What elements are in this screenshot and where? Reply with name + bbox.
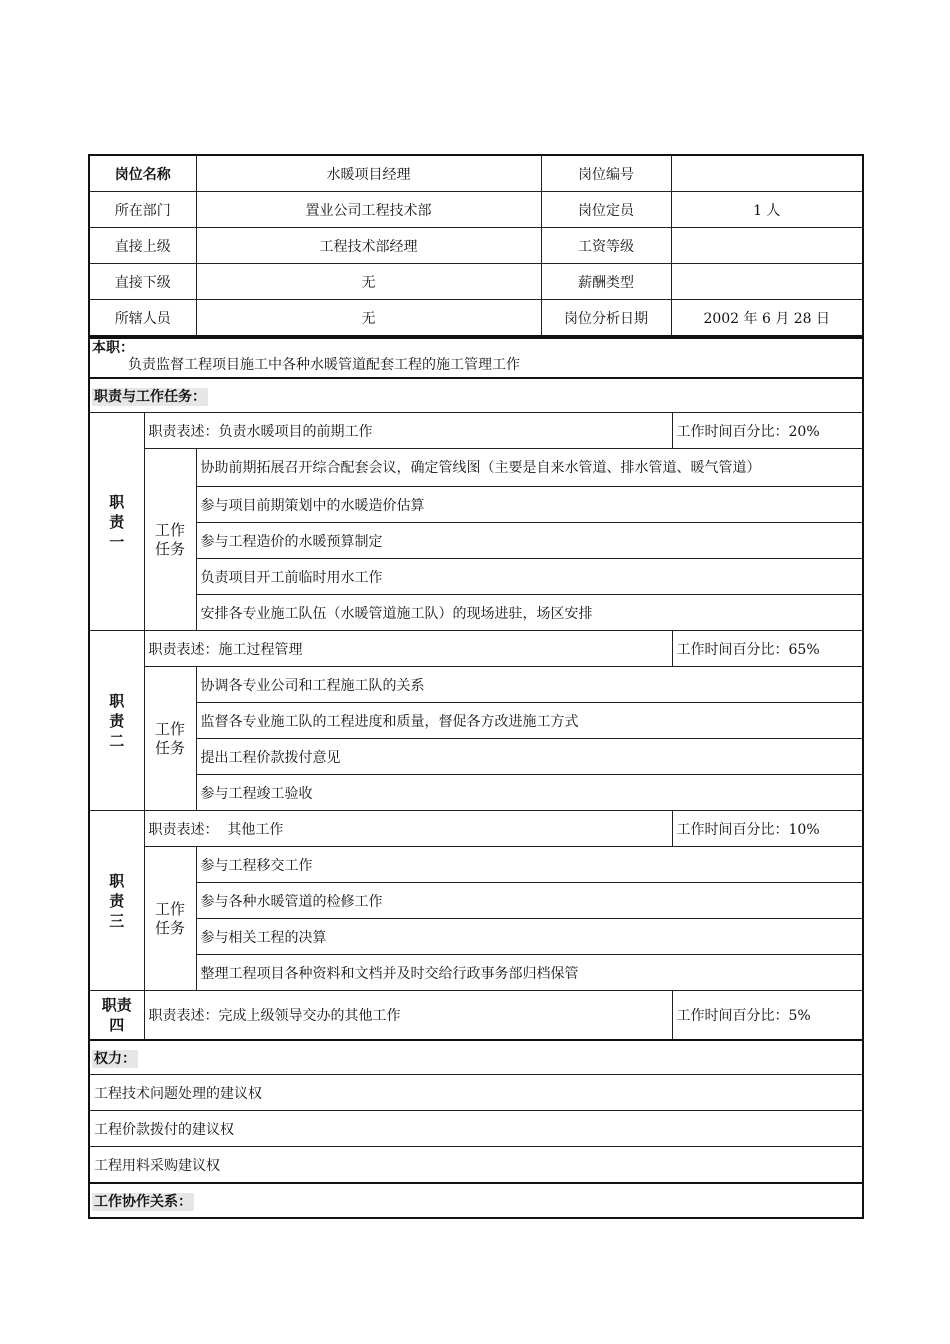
duty-3-task-label	[144, 847, 196, 991]
pay-type-label: 薪酬类型	[541, 264, 671, 300]
direct-subordinate-label: 直接下级	[89, 264, 196, 300]
duty-4-pct: 工作时间百分比：5%	[672, 991, 863, 1041]
duty-1-label	[89, 413, 144, 631]
task-row	[89, 919, 863, 955]
analysis-date-label: 岗位分析日期	[541, 300, 671, 337]
duty-1-task-4: 负责项目开工前临时用水工作	[196, 559, 863, 595]
task-row	[89, 559, 863, 595]
powers-section-header	[89, 1040, 863, 1075]
cooperation-section-header	[89, 1183, 863, 1218]
duty-desc-row	[89, 631, 863, 667]
task-row	[89, 955, 863, 991]
pay-type-value	[671, 264, 863, 300]
task-label-text: 工作任务	[154, 899, 185, 937]
duty-2-task-1: 协调各专业公司和工程施工队的关系	[196, 667, 863, 703]
position-code-value	[671, 155, 863, 192]
info-row	[89, 264, 863, 300]
duty-3-label	[89, 811, 144, 991]
position-name-value: 水暖项目经理	[196, 155, 541, 192]
direct-superior-label: 直接上级	[89, 228, 196, 264]
power-row	[89, 1075, 863, 1111]
summary-label: 本职：	[92, 340, 134, 356]
duty-desc-row	[89, 811, 863, 847]
task-row	[89, 775, 863, 811]
job-description-document	[88, 154, 862, 1219]
duty-2-task-3: 提出工程价款拨付意见	[196, 739, 863, 775]
duties-section-header	[89, 378, 863, 413]
direct-subordinate-value: 无	[196, 264, 541, 300]
duty-desc-row	[89, 991, 863, 1041]
position-code-label: 岗位编号	[541, 155, 671, 192]
task-row	[89, 847, 863, 883]
task-label-text: 工作任务	[154, 520, 185, 558]
salary-grade-value	[671, 228, 863, 264]
duty-2-label-text: 职责二	[109, 691, 125, 750]
task-row	[89, 883, 863, 919]
duties-section-title: 职责与工作任务：	[94, 388, 206, 405]
duty-1-task-label	[144, 449, 196, 631]
duties-table	[88, 337, 864, 1219]
staff-managed-label: 所辖人员	[89, 300, 196, 337]
power-item-1: 工程技术问题处理的建议权	[89, 1075, 863, 1111]
duty-4-label	[89, 991, 144, 1041]
cooperation-section-title: 工作协作关系：	[94, 1193, 192, 1210]
department-value: 置业公司工程技术部	[196, 192, 541, 228]
duty-1-label-text: 职责一	[109, 492, 125, 551]
task-row	[89, 595, 863, 631]
duty-3-task-1: 参与工程移交工作	[196, 847, 863, 883]
department-label: 所在部门	[89, 192, 196, 228]
duty-4-desc: 职责表述：完成上级领导交办的其他工作	[144, 991, 672, 1041]
salary-grade-label: 工资等级	[541, 228, 671, 264]
headcount-value: 1 人	[671, 192, 863, 228]
info-row	[89, 192, 863, 228]
staff-managed-value: 无	[196, 300, 541, 337]
info-row	[89, 228, 863, 264]
task-row	[89, 703, 863, 739]
position-info-table	[88, 154, 864, 337]
duty-2-pct: 工作时间百分比：65%	[672, 631, 863, 667]
duty-1-task-5: 安排各专业施工队伍（水暖管道施工队）的现场进驻，场区安排	[196, 595, 863, 631]
duty-2-task-4: 参与工程竣工验收	[196, 775, 863, 811]
power-row	[89, 1111, 863, 1147]
duty-desc-row	[89, 413, 863, 449]
task-row	[89, 523, 863, 559]
duty-1-task-1: 协助前期拓展召开综合配套会议，确定管线图（主要是自来水管道、排水管道、暖气管道）	[196, 449, 863, 487]
task-row	[89, 667, 863, 703]
duty-2-task-label	[144, 667, 196, 811]
duty-1-desc: 职责表述：负责水暖项目的前期工作	[144, 413, 672, 449]
info-row	[89, 155, 863, 192]
power-row	[89, 1147, 863, 1184]
duty-1-task-3: 参与工程造价的水暖预算制定	[196, 523, 863, 559]
duty-3-task-2: 参与各种水暖管道的检修工作	[196, 883, 863, 919]
summary-row	[89, 338, 863, 378]
analysis-date-value: 2002 年 6 月 28 日	[671, 300, 863, 337]
duty-1-pct: 工作时间百分比：20%	[672, 413, 863, 449]
duty-2-task-2: 监督各专业施工队的工程进度和质量，督促各方改进施工方式	[196, 703, 863, 739]
duty-3-task-4: 整理工程项目各种资料和文档并及时交给行政事务部归档保管	[196, 955, 863, 991]
powers-section-title: 权力：	[94, 1050, 136, 1067]
duty-3-task-3: 参与相关工程的决算	[196, 919, 863, 955]
power-item-2: 工程价款拨付的建议权	[89, 1111, 863, 1147]
duty-3-pct: 工作时间百分比：10%	[672, 811, 863, 847]
task-row	[89, 739, 863, 775]
task-row	[89, 487, 863, 523]
position-name-label: 岗位名称	[89, 155, 196, 192]
duty-3-label-text: 职责三	[109, 871, 125, 930]
info-row	[89, 300, 863, 337]
duty-4-label-text: 职责四	[101, 996, 132, 1034]
duty-2-label	[89, 631, 144, 811]
duty-3-desc: 职责表述： 其他工作	[144, 811, 672, 847]
summary-text: 负责监督工程项目施工中各种水暖管道配套工程的施工管理工作	[128, 357, 520, 373]
direct-superior-value: 工程技术部经理	[196, 228, 541, 264]
duty-1-task-2: 参与项目前期策划中的水暖造价估算	[196, 487, 863, 523]
task-label-text: 工作任务	[154, 719, 185, 757]
power-item-3: 工程用料采购建议权	[89, 1147, 863, 1184]
task-row	[89, 449, 863, 487]
headcount-label: 岗位定员	[541, 192, 671, 228]
duty-2-desc: 职责表述：施工过程管理	[144, 631, 672, 667]
